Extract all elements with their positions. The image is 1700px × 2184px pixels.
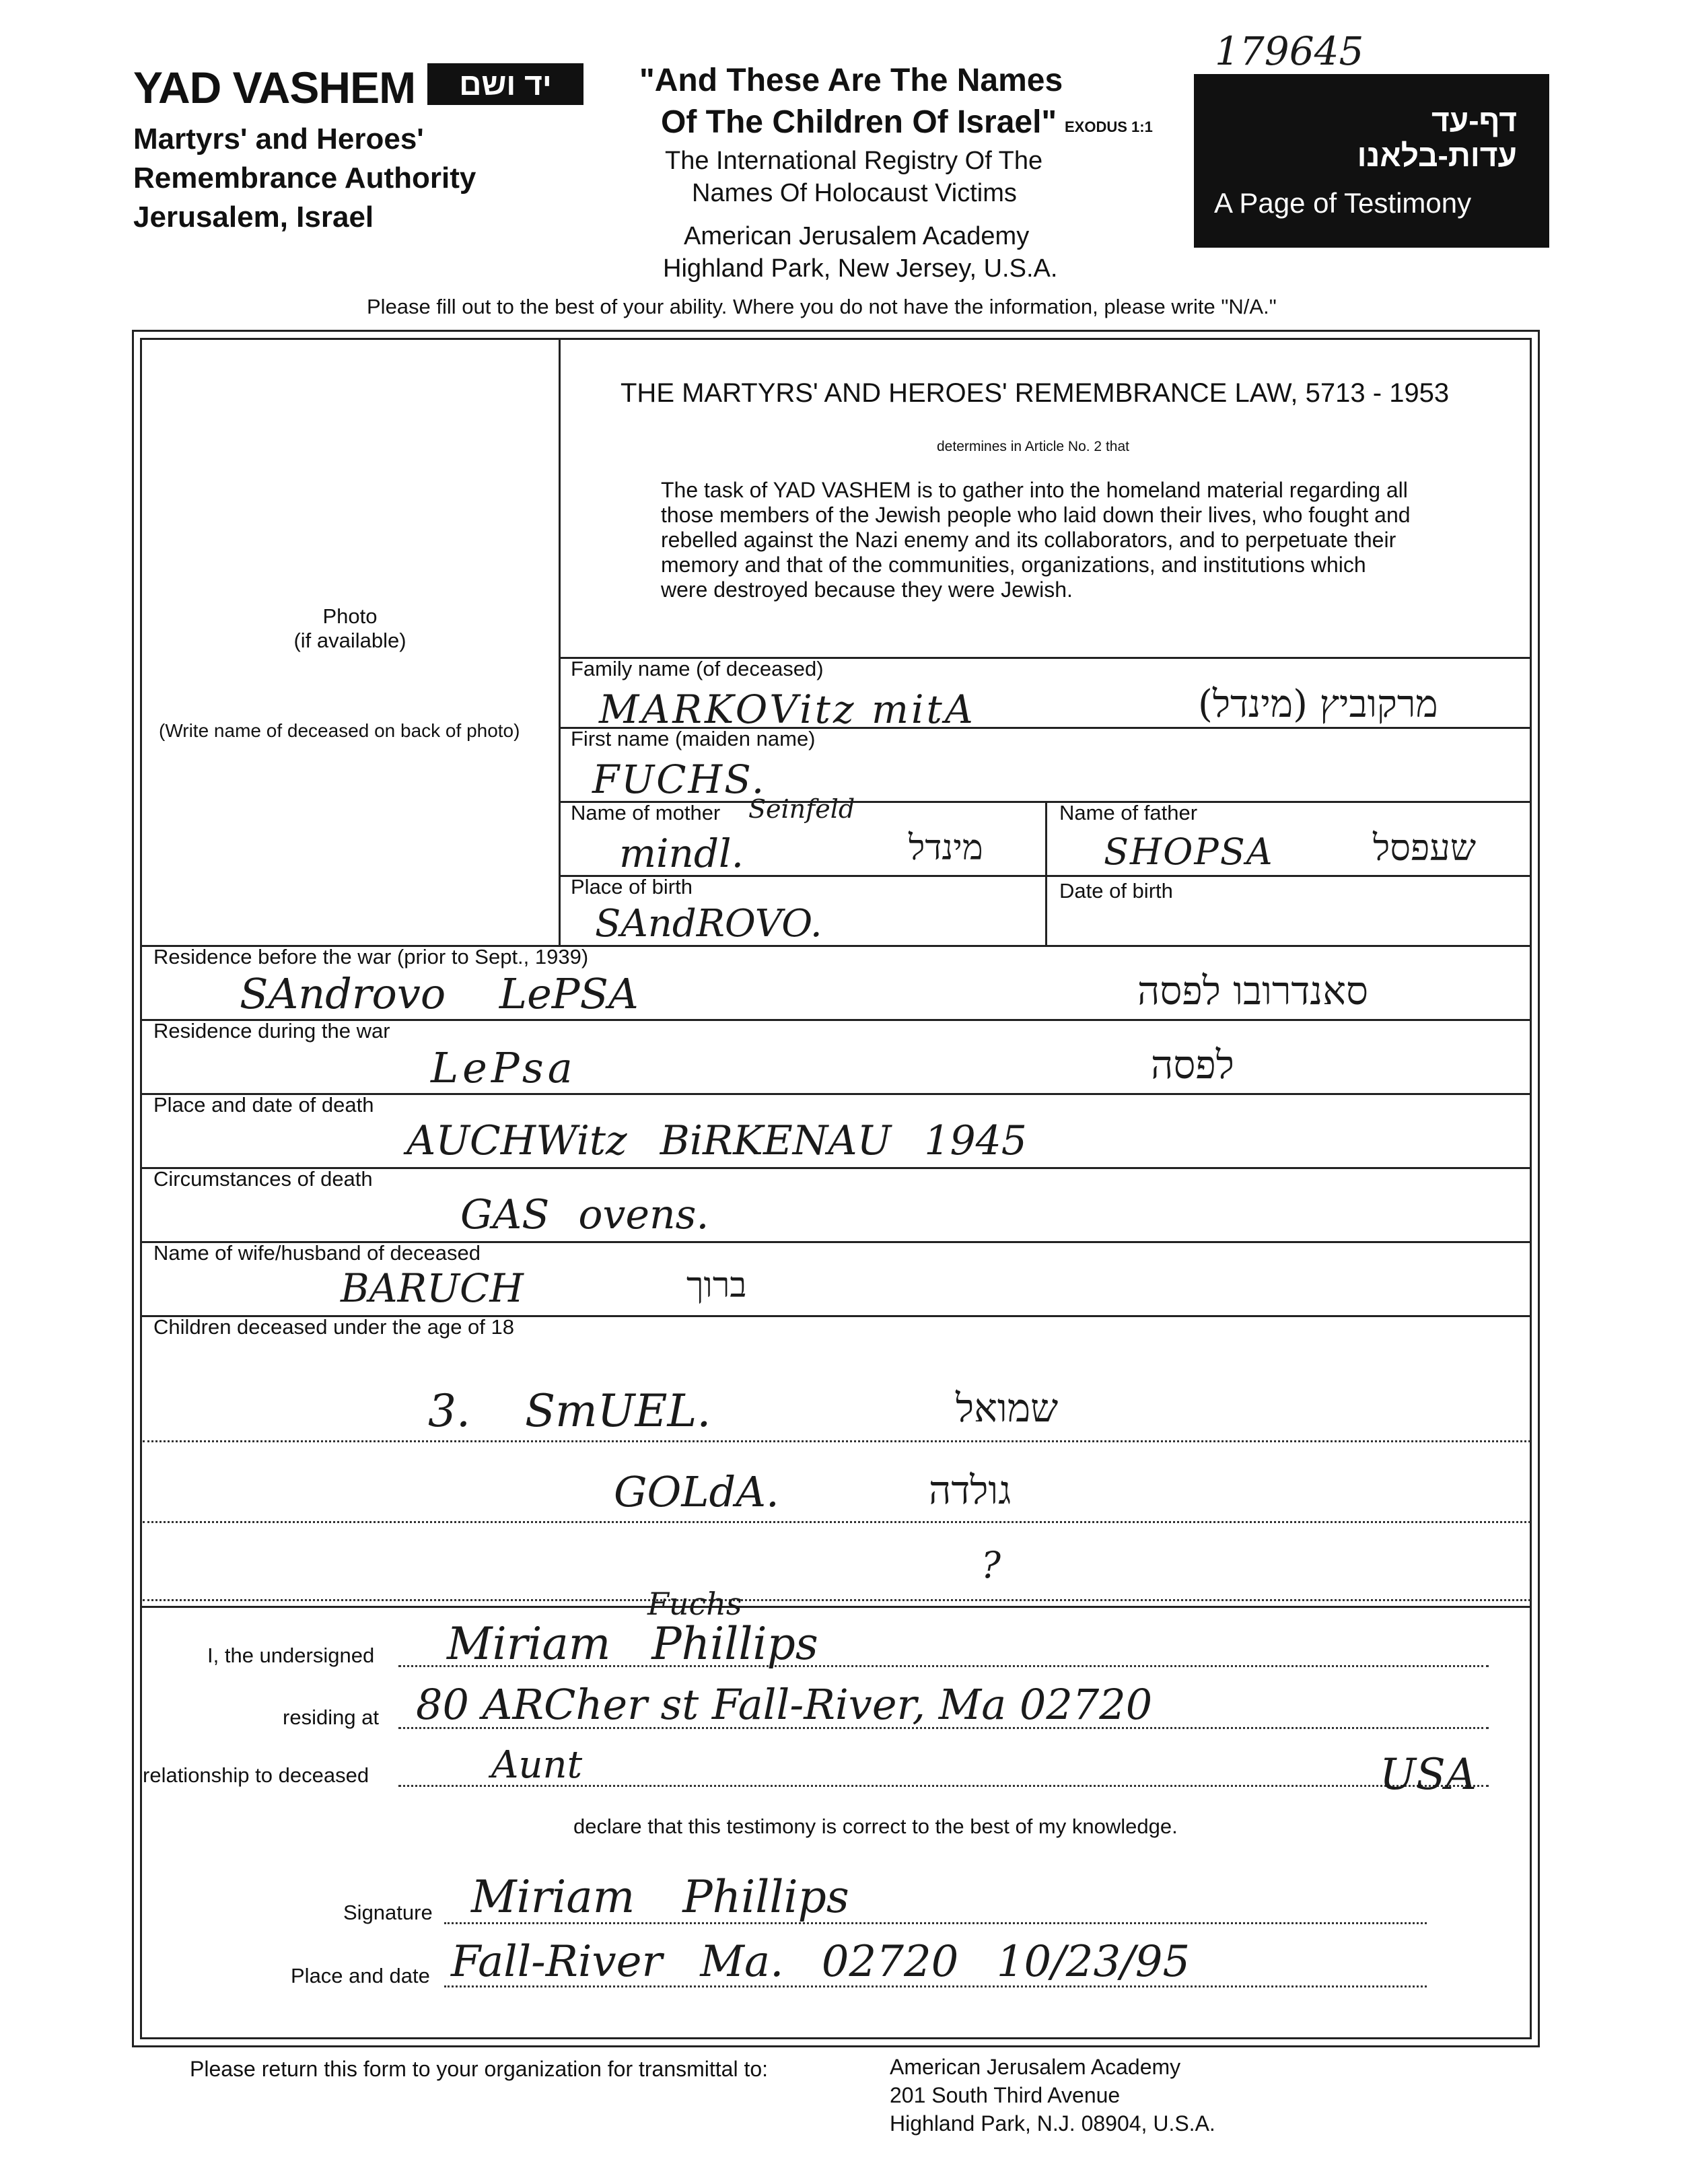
place-date-death-label: Place and date of death — [153, 1093, 374, 1117]
child-3-mark: ? — [981, 1544, 1001, 1586]
mother-maiden-name: Seinfeld — [748, 794, 855, 824]
place-of-birth-label: Place of birth — [571, 875, 693, 899]
spouse-value: BARUCH — [341, 1265, 524, 1311]
photo-label: Photo — [322, 604, 378, 628]
reference-number: 179645 — [1215, 28, 1364, 74]
yad-vashem-logo: יד ושם — [427, 63, 583, 105]
circumstances-value: GAS ovens. — [460, 1191, 709, 1238]
residence-during-hebrew: לפסה — [1151, 1042, 1234, 1088]
org-name: YAD VASHEM — [133, 63, 416, 112]
child-1-value: 3. SmUEL. — [428, 1385, 711, 1437]
residence-before-label: Residence before the war (prior to Sept., 1939) — [153, 945, 589, 968]
child-2-value: GOLdA. — [614, 1467, 779, 1516]
badge-hebrew-1: דף-עד — [1431, 103, 1517, 138]
academy-line-1: American Jerusalem Academy — [684, 222, 1030, 250]
spouse-label: Name of wife/husband of deceased — [153, 1241, 481, 1265]
return-address — [890, 2053, 1215, 2138]
first-name-label: First name (maiden name) — [571, 727, 816, 750]
page-of-testimony-badge — [1194, 74, 1549, 248]
law-text-line-4: memory and that of the communities, organizations, and institutions which — [661, 553, 1366, 577]
law-title: THE MARTYRS' AND HEROES' REMEMBRANCE LAW, 5713 - 1953 — [621, 378, 1450, 408]
address-line-3: Highland Park, N.J. 08904, U.S.A. — [890, 2111, 1215, 2136]
law-subtitle: determines in Article No. 2 that — [937, 439, 1129, 454]
place-date-death-value: AUCHWitz BiRKENAU 1945 — [406, 1117, 1027, 1164]
quote-line-1: "And These Are The Names — [639, 63, 1063, 98]
father-label: Name of father — [1059, 801, 1198, 824]
org-line-3: Jerusalem, Israel — [133, 201, 374, 234]
family-name-value: MARKOVitz mitA — [599, 686, 976, 732]
children-label: Children deceased under the age of 18 — [153, 1315, 515, 1339]
child-1-hebrew: שמואל — [956, 1385, 1059, 1431]
photo-back-note: (Write name of deceased on back of photo) — [159, 720, 520, 741]
badge-hebrew-2: עדות-בלאנו — [1357, 138, 1517, 173]
badge-title: A Page of Testimony — [1214, 187, 1472, 219]
first-name-value: FUCHS. — [592, 756, 767, 802]
circumstances-label: Circumstances of death — [153, 1167, 373, 1191]
photo-label-note: (if available) — [293, 629, 406, 652]
registry-line-2: Names Of Holocaust Victims — [692, 179, 1017, 207]
place-and-date-value: Fall-River Ma. 02720 10/23/95 — [451, 1937, 1191, 1987]
residence-during-label: Residence during the war — [153, 1019, 390, 1043]
declaration-text: declare that this testimony is correct to the best of my knowledge. — [573, 1815, 1178, 1838]
law-text — [661, 478, 1411, 602]
residence-before-hebrew: סאנדרובו לפסה — [1137, 968, 1368, 1014]
residence-before-value: SAndrovo LePSA — [240, 969, 639, 1018]
mother-value: mindl. — [619, 831, 744, 876]
law-text-line-2: those members of the Jewish people who laid down their lives, who fought and — [661, 503, 1411, 527]
undersigned-value: Miriam Phillips — [447, 1618, 818, 1670]
address-line-1: American Jerusalem Academy — [890, 2055, 1181, 2079]
relationship-value: Aunt — [491, 1743, 583, 1787]
photo-area — [141, 604, 559, 653]
org-line-1: Martyrs' and Heroes' — [133, 122, 424, 155]
residing-label: residing at — [283, 1705, 380, 1729]
date-of-birth-label: Date of birth — [1059, 879, 1173, 903]
undersigned-label: I, the undersigned — [207, 1644, 375, 1667]
instructions: Please fill out to the best of your ability. Where you do not have the information, please write "N/A." — [367, 295, 1277, 318]
academy-line-2: Highland Park, New Jersey, U.S.A. — [663, 254, 1058, 283]
father-hebrew: שעפסל — [1373, 826, 1477, 869]
quote-reference: EXODUS 1:1 — [1065, 118, 1153, 135]
address-line-2: 201 South Third Avenue — [890, 2083, 1121, 2107]
family-name-hebrew: (מינדל) מרקוביץ — [1198, 682, 1438, 726]
signature-label: Signature — [343, 1901, 433, 1924]
residence-during-value: LePsa — [431, 1043, 577, 1092]
mother-hebrew: מינדל — [909, 828, 983, 868]
law-text-line-3: rebelled against the Nazi enemy and its collaborators, and to perpetuate their — [661, 528, 1396, 552]
law-text-line-1: The task of YAD VASHEM is to gather into the homeland material regarding all — [661, 478, 1408, 502]
org-line-2: Remembrance Authority — [133, 162, 476, 195]
place-of-birth-value: SAndROVO. — [595, 902, 822, 946]
country-value: USA — [1380, 1750, 1477, 1800]
father-value: SHOPSA — [1104, 831, 1274, 873]
place-and-date-label: Place and date — [291, 1964, 430, 1987]
return-note: Please return this form to your organization for transmittal to: — [190, 2057, 769, 2081]
family-name-label: Family name (of deceased) — [571, 657, 824, 680]
registry-line-1: The International Registry Of The — [665, 147, 1043, 175]
law-text-line-5: were destroyed because they were Jewish. — [661, 577, 1073, 602]
quote-line-2: Of The Children Of Israel" — [661, 104, 1057, 140]
residing-value: 80 ARCher st Fall-River, Ma 02720 — [416, 1680, 1153, 1729]
mother-label: Name of mother — [571, 801, 721, 824]
relationship-label: relationship to deceased — [143, 1763, 369, 1787]
signature-value: Miriam Phillips — [471, 1871, 849, 1923]
undersigned-note: Fuchs — [647, 1586, 742, 1622]
spouse-hebrew: ברוך — [686, 1265, 747, 1306]
child-2-hebrew: גולדה — [929, 1467, 1012, 1513]
